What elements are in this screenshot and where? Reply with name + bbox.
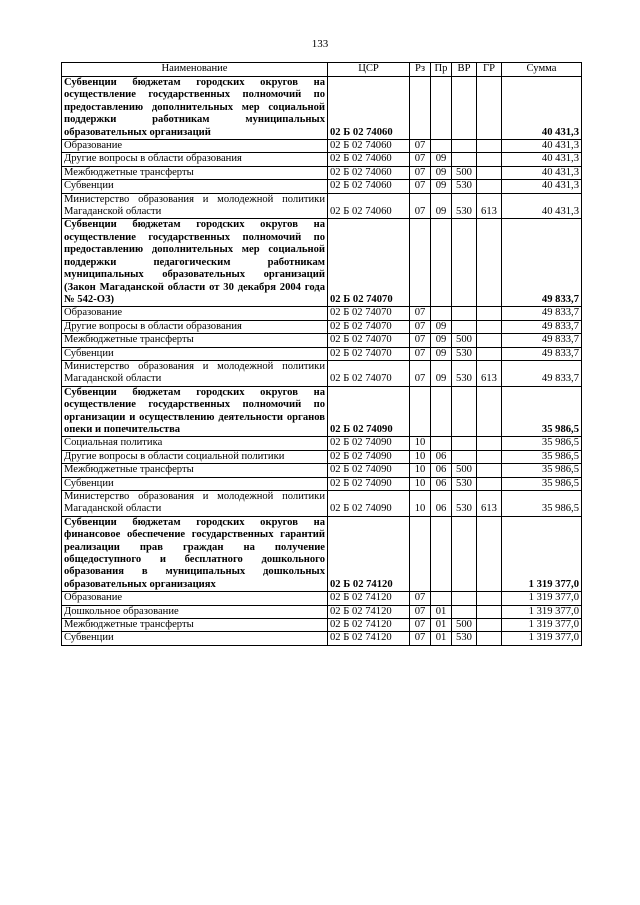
cell-sum: 40 431,3 bbox=[502, 180, 582, 193]
cell-csr: 02 Б 02 74070 bbox=[328, 347, 410, 360]
cell-pr: 09 bbox=[431, 166, 452, 179]
cell-csr: 02 Б 02 74060 bbox=[328, 140, 410, 153]
cell-vr bbox=[452, 516, 477, 591]
cell-vr: 530 bbox=[452, 477, 477, 490]
cell-rz: 07 bbox=[410, 320, 431, 333]
cell-name: Другие вопросы в области образования bbox=[62, 153, 328, 166]
cell-name: Образование bbox=[62, 592, 328, 605]
cell-csr: 02 Б 02 74090 bbox=[328, 491, 410, 517]
table-row bbox=[62, 464, 582, 477]
cell-csr: 02 Б 02 74060 bbox=[328, 193, 410, 219]
table-row bbox=[62, 334, 582, 347]
cell-sum: 35 986,5 bbox=[502, 464, 582, 477]
cell-vr bbox=[452, 307, 477, 320]
cell-sum: 35 986,5 bbox=[502, 450, 582, 463]
cell-csr: 02 Б 02 74060 bbox=[328, 153, 410, 166]
cell-sum: 1 319 377,0 bbox=[502, 592, 582, 605]
column-header-name: Наименование bbox=[62, 63, 328, 77]
cell-name: Субвенции bbox=[62, 347, 328, 360]
table-header-row bbox=[62, 63, 582, 77]
cell-csr: 02 Б 02 74120 bbox=[328, 632, 410, 645]
cell-rz: 07 bbox=[410, 592, 431, 605]
cell-pr bbox=[431, 592, 452, 605]
cell-gr: 613 bbox=[477, 360, 502, 386]
cell-rz bbox=[410, 516, 431, 591]
cell-name: Другие вопросы в области образования bbox=[62, 320, 328, 333]
cell-rz: 07 bbox=[410, 632, 431, 645]
cell-sum: 35 986,5 bbox=[502, 491, 582, 517]
cell-csr: 02 Б 02 74120 bbox=[328, 516, 410, 591]
cell-vr bbox=[452, 153, 477, 166]
cell-pr: 06 bbox=[431, 450, 452, 463]
table-body bbox=[62, 77, 582, 646]
cell-gr bbox=[477, 464, 502, 477]
table-row-section bbox=[62, 77, 582, 140]
cell-gr bbox=[477, 477, 502, 490]
cell-vr: 500 bbox=[452, 619, 477, 632]
cell-name: Субвенции бюджетам городских округов на осуществление государственных полномочий по предоставлению дополнительных мер социальной поддержки работникам муниципальных образовательных организаций bbox=[62, 77, 328, 140]
cell-vr: 530 bbox=[452, 491, 477, 517]
cell-rz: 07 bbox=[410, 307, 431, 320]
cell-pr bbox=[431, 307, 452, 320]
cell-sum: 49 833,7 bbox=[502, 320, 582, 333]
cell-pr: 01 bbox=[431, 619, 452, 632]
cell-sum: 40 431,3 bbox=[502, 153, 582, 166]
cell-gr bbox=[477, 320, 502, 333]
table-row bbox=[62, 307, 582, 320]
cell-name: Субвенции bbox=[62, 477, 328, 490]
cell-gr bbox=[477, 166, 502, 179]
cell-name: Министерство образования и молодежной политики Магаданской области bbox=[62, 491, 328, 517]
cell-pr bbox=[431, 77, 452, 140]
cell-csr: 02 Б 02 74060 bbox=[328, 180, 410, 193]
cell-name: Межбюджетные трансферты bbox=[62, 334, 328, 347]
cell-name: Образование bbox=[62, 140, 328, 153]
cell-rz: 10 bbox=[410, 477, 431, 490]
page-number: 133 bbox=[311, 38, 329, 50]
table-row bbox=[62, 592, 582, 605]
cell-sum: 49 833,7 bbox=[502, 307, 582, 320]
cell-pr: 09 bbox=[431, 360, 452, 386]
column-header-rz: Рз bbox=[410, 63, 431, 77]
cell-pr: 09 bbox=[431, 180, 452, 193]
cell-rz: 10 bbox=[410, 464, 431, 477]
cell-gr bbox=[477, 140, 502, 153]
table-row-section bbox=[62, 516, 582, 591]
cell-csr: 02 Б 02 74070 bbox=[328, 307, 410, 320]
cell-sum: 1 319 377,0 bbox=[502, 619, 582, 632]
cell-pr: 01 bbox=[431, 632, 452, 645]
column-header-gr: ГР bbox=[477, 63, 502, 77]
cell-rz: 07 bbox=[410, 140, 431, 153]
cell-name: Субвенции бюджетам городских округов на финансовое обеспечение государственных гарантий реализации прав граждан на получение общедоступного и бесплатного дошкольного образования в муниципальных дошкольных образовательных организациях bbox=[62, 516, 328, 591]
cell-csr: 02 Б 02 74090 bbox=[328, 464, 410, 477]
cell-vr: 530 bbox=[452, 360, 477, 386]
cell-name: Другие вопросы в области социальной политики bbox=[62, 450, 328, 463]
cell-sum: 40 431,3 bbox=[502, 77, 582, 140]
table-row bbox=[62, 360, 582, 386]
table-row bbox=[62, 320, 582, 333]
column-header-vr: ВР bbox=[452, 63, 477, 77]
table-row bbox=[62, 193, 582, 219]
table-row bbox=[62, 180, 582, 193]
cell-rz: 10 bbox=[410, 491, 431, 517]
table-row-section bbox=[62, 386, 582, 437]
cell-pr bbox=[431, 386, 452, 437]
table-row bbox=[62, 347, 582, 360]
cell-name: Межбюджетные трансферты bbox=[62, 166, 328, 179]
column-header-pr: Пр bbox=[431, 63, 452, 77]
cell-name: Образование bbox=[62, 307, 328, 320]
cell-rz: 07 bbox=[410, 193, 431, 219]
cell-rz: 10 bbox=[410, 437, 431, 450]
cell-gr: 613 bbox=[477, 193, 502, 219]
cell-pr bbox=[431, 516, 452, 591]
cell-sum: 35 986,5 bbox=[502, 386, 582, 437]
cell-pr bbox=[431, 437, 452, 450]
cell-rz: 07 bbox=[410, 347, 431, 360]
cell-rz bbox=[410, 386, 431, 437]
cell-vr bbox=[452, 437, 477, 450]
cell-gr bbox=[477, 77, 502, 140]
cell-gr bbox=[477, 180, 502, 193]
cell-csr: 02 Б 02 74090 bbox=[328, 437, 410, 450]
cell-vr bbox=[452, 140, 477, 153]
cell-pr: 06 bbox=[431, 477, 452, 490]
cell-csr: 02 Б 02 74090 bbox=[328, 450, 410, 463]
cell-rz: 07 bbox=[410, 334, 431, 347]
table-row bbox=[62, 632, 582, 645]
cell-vr bbox=[452, 450, 477, 463]
cell-pr: 09 bbox=[431, 153, 452, 166]
cell-csr: 02 Б 02 74120 bbox=[328, 592, 410, 605]
cell-pr: 09 bbox=[431, 320, 452, 333]
cell-rz: 07 bbox=[410, 166, 431, 179]
cell-sum: 49 833,7 bbox=[502, 360, 582, 386]
cell-pr: 09 bbox=[431, 334, 452, 347]
cell-vr bbox=[452, 219, 477, 307]
cell-rz: 07 bbox=[410, 360, 431, 386]
cell-gr bbox=[477, 437, 502, 450]
cell-csr: 02 Б 02 74120 bbox=[328, 605, 410, 618]
cell-sum: 40 431,3 bbox=[502, 166, 582, 179]
cell-name: Социальная политика bbox=[62, 437, 328, 450]
cell-csr: 02 Б 02 74070 bbox=[328, 219, 410, 307]
cell-csr: 02 Б 02 74060 bbox=[328, 166, 410, 179]
table-row bbox=[62, 619, 582, 632]
cell-pr: 01 bbox=[431, 605, 452, 618]
cell-rz: 10 bbox=[410, 450, 431, 463]
cell-pr: 09 bbox=[431, 347, 452, 360]
cell-csr: 02 Б 02 74070 bbox=[328, 334, 410, 347]
cell-rz bbox=[410, 77, 431, 140]
table-row-section bbox=[62, 219, 582, 307]
cell-gr bbox=[477, 450, 502, 463]
cell-name: Дошкольное образование bbox=[62, 605, 328, 618]
cell-gr bbox=[477, 334, 502, 347]
cell-sum: 40 431,3 bbox=[502, 193, 582, 219]
cell-vr bbox=[452, 77, 477, 140]
table-row bbox=[62, 491, 582, 517]
cell-vr: 500 bbox=[452, 464, 477, 477]
cell-sum: 49 833,7 bbox=[502, 219, 582, 307]
cell-pr bbox=[431, 219, 452, 307]
cell-vr bbox=[452, 605, 477, 618]
cell-vr: 530 bbox=[452, 347, 477, 360]
cell-gr bbox=[477, 307, 502, 320]
cell-vr: 500 bbox=[452, 334, 477, 347]
cell-name: Субвенции бюджетам городских округов на осуществление государственных полномочий по предоставлению дополнительных мер социальной поддержки педагогическим работникам муниципальных образовательных организаций (Закон Магаданской области от 30 декабря 2004 года № 542-ОЗ) bbox=[62, 219, 328, 307]
table-row bbox=[62, 605, 582, 618]
cell-rz bbox=[410, 219, 431, 307]
cell-sum: 49 833,7 bbox=[502, 334, 582, 347]
cell-sum: 40 431,3 bbox=[502, 140, 582, 153]
cell-csr: 02 Б 02 74120 bbox=[328, 619, 410, 632]
cell-sum: 49 833,7 bbox=[502, 347, 582, 360]
cell-csr: 02 Б 02 74070 bbox=[328, 360, 410, 386]
table-row bbox=[62, 140, 582, 153]
cell-vr bbox=[452, 592, 477, 605]
table-row bbox=[62, 153, 582, 166]
cell-vr bbox=[452, 386, 477, 437]
cell-name: Межбюджетные трансферты bbox=[62, 464, 328, 477]
cell-rz: 07 bbox=[410, 605, 431, 618]
cell-gr: 613 bbox=[477, 491, 502, 517]
cell-pr bbox=[431, 140, 452, 153]
cell-sum: 1 319 377,0 bbox=[502, 516, 582, 591]
cell-name: Субвенции бюджетам городских округов на осуществление государственных полномочий по организации и осуществлению деятельности органов опеки и попечительства bbox=[62, 386, 328, 437]
cell-sum: 35 986,5 bbox=[502, 477, 582, 490]
table-row bbox=[62, 166, 582, 179]
cell-gr bbox=[477, 219, 502, 307]
table-row bbox=[62, 437, 582, 450]
cell-name: Министерство образования и молодежной политики Магаданской области bbox=[62, 360, 328, 386]
cell-csr: 02 Б 02 74090 bbox=[328, 477, 410, 490]
cell-csr: 02 Б 02 74090 bbox=[328, 386, 410, 437]
cell-csr: 02 Б 02 74060 bbox=[328, 77, 410, 140]
budget-table bbox=[61, 62, 582, 646]
cell-pr: 06 bbox=[431, 491, 452, 517]
cell-vr bbox=[452, 320, 477, 333]
cell-pr: 06 bbox=[431, 464, 452, 477]
cell-name: Субвенции bbox=[62, 632, 328, 645]
cell-vr: 530 bbox=[452, 632, 477, 645]
cell-gr bbox=[477, 619, 502, 632]
column-header-sum: Сумма bbox=[502, 63, 582, 77]
cell-csr: 02 Б 02 74070 bbox=[328, 320, 410, 333]
cell-gr bbox=[477, 605, 502, 618]
table-row bbox=[62, 477, 582, 490]
cell-gr bbox=[477, 632, 502, 645]
cell-name: Межбюджетные трансферты bbox=[62, 619, 328, 632]
cell-pr: 09 bbox=[431, 193, 452, 219]
cell-rz: 07 bbox=[410, 153, 431, 166]
cell-gr bbox=[477, 592, 502, 605]
cell-sum: 1 319 377,0 bbox=[502, 632, 582, 645]
cell-name: Министерство образования и молодежной политики Магаданской области bbox=[62, 193, 328, 219]
table-row bbox=[62, 450, 582, 463]
cell-gr bbox=[477, 347, 502, 360]
cell-name: Субвенции bbox=[62, 180, 328, 193]
cell-vr: 530 bbox=[452, 193, 477, 219]
cell-gr bbox=[477, 153, 502, 166]
cell-vr: 530 bbox=[452, 180, 477, 193]
cell-rz: 07 bbox=[410, 619, 431, 632]
cell-sum: 1 319 377,0 bbox=[502, 605, 582, 618]
cell-rz: 07 bbox=[410, 180, 431, 193]
cell-gr bbox=[477, 386, 502, 437]
cell-gr bbox=[477, 516, 502, 591]
column-header-csr: ЦСР bbox=[328, 63, 410, 77]
cell-vr: 500 bbox=[452, 166, 477, 179]
cell-sum: 35 986,5 bbox=[502, 437, 582, 450]
